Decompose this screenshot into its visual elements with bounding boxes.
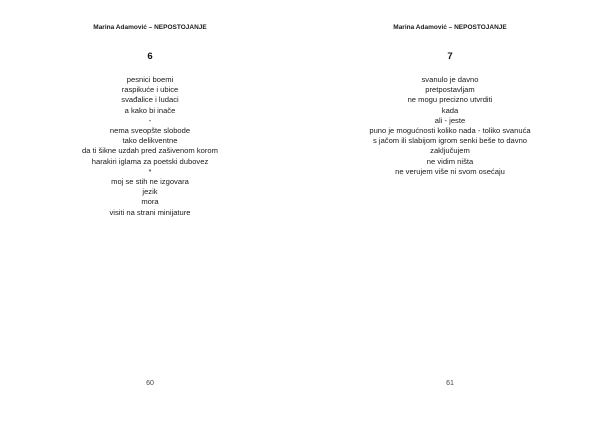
poem-line: svanulo je davno: [421, 75, 479, 84]
right-page: [300, 0, 600, 425]
poem-line: mora: [141, 197, 159, 207]
poem-line: nema sveopšte slobode: [109, 126, 191, 136]
poem-line: ne verujem više ni svom osećaju: [395, 166, 505, 176]
running-header: Marina Adamović – NEPOSTOJANJE: [393, 24, 507, 31]
poem-line: pretpostavljam: [425, 85, 475, 95]
poem-line: puno je mogućnosti koliko nada - toliko svanuća: [369, 126, 531, 136]
running-header: Marina Adamović – NEPOSTOJANJE: [93, 24, 207, 31]
poem-line: s jačom ili slabijom igrom senki beše to davno: [372, 136, 528, 146]
page-number: 61: [446, 380, 454, 387]
poem-line: da ti šikne uzdah pred zašivenom korom: [82, 146, 218, 156]
poem-line: kada: [441, 105, 459, 115]
poem-line: ali - jeste: [434, 115, 466, 125]
poem-line: moj se stih ne izgovara: [111, 177, 189, 187]
poem-line: svađalice i ludaci: [121, 95, 179, 105]
poem-line: visiti na strani minijature: [109, 207, 191, 217]
poem-line: tako delikventne: [122, 136, 178, 146]
poem-line: *: [148, 166, 152, 176]
poem-number: 7: [447, 51, 453, 62]
poem-line: raspikuće i ubice: [121, 85, 179, 95]
page-number: 60: [146, 380, 154, 387]
poem-line: harakiri iglama za poetski dubovez: [91, 156, 209, 166]
poem-number: 6: [147, 51, 153, 62]
poem-line: pesnici boemi: [126, 75, 174, 84]
poem-text: [0, 75, 300, 218]
poem-line: jezik: [142, 187, 158, 197]
poem-line: -: [148, 115, 152, 125]
poem-line: a kako bi inače: [124, 105, 176, 115]
poem-text: [300, 75, 600, 177]
poem-line: ne vidim ništa: [426, 156, 474, 166]
poem-line: ne mogu precizno utvrditi: [407, 95, 493, 105]
poem-line: zaključujem: [430, 146, 470, 156]
